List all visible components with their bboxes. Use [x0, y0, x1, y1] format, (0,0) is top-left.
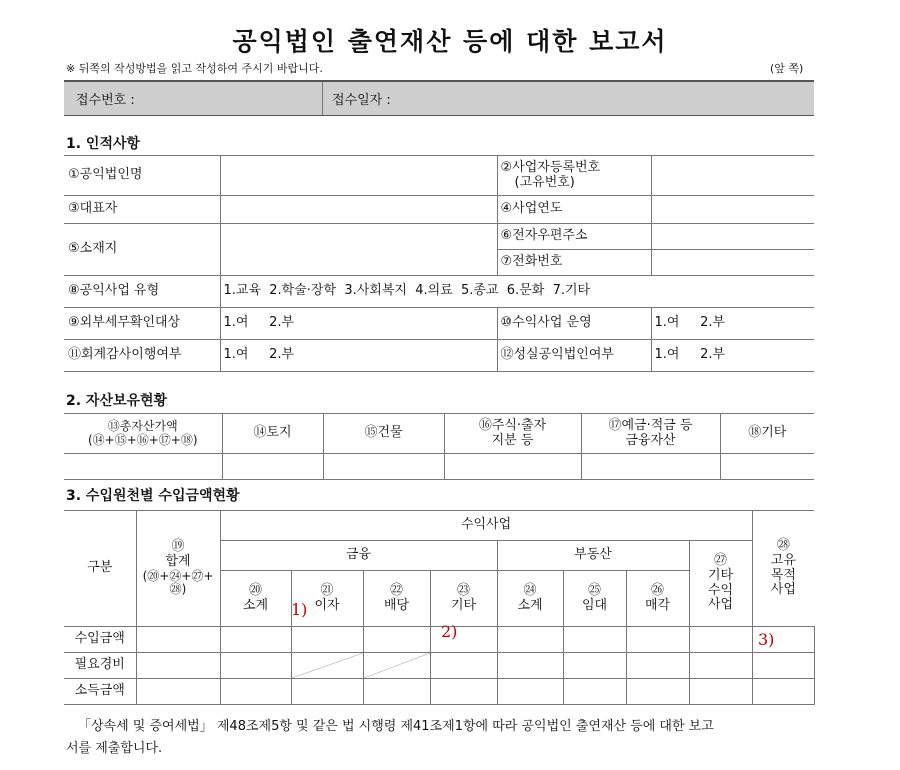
- stocks-sub: 지분 등: [491, 432, 534, 448]
- building-header: ⑮건물: [323, 414, 444, 454]
- cell[interactable]: [220, 653, 291, 679]
- col-rent: [563, 571, 626, 627]
- biz-reg-no-sub: (고유번호): [514, 174, 575, 190]
- biz-reg-no-field[interactable]: [651, 156, 814, 196]
- total-header: [136, 511, 220, 627]
- col-num: ㉒: [389, 582, 403, 598]
- section1-title: 1. 인적사항: [66, 136, 141, 152]
- diagonal-strike: [292, 653, 363, 678]
- cell[interactable]: [563, 627, 626, 653]
- other-profit-num: ㉗: [714, 552, 728, 568]
- other-profit-header: [689, 541, 752, 627]
- cell[interactable]: [363, 679, 430, 705]
- stocks-field[interactable]: [444, 454, 581, 480]
- total-assets-text: ⑬총자산가액: [107, 418, 178, 433]
- col-dividend: [363, 571, 430, 627]
- cell[interactable]: [136, 679, 220, 705]
- email-field[interactable]: [651, 224, 814, 250]
- receipt-bar: [64, 80, 814, 116]
- page-title: 공익법인 출연재산 등에 대한 보고서: [232, 27, 668, 56]
- col-num: ㉓: [456, 582, 470, 598]
- phone-field[interactable]: [651, 250, 814, 276]
- row-label-expenses: 필요경비: [64, 653, 136, 679]
- cell[interactable]: [563, 653, 626, 679]
- own-purpose-header: [752, 511, 814, 627]
- biz-reg-no-text: ②사업자등록번호: [500, 159, 601, 175]
- row-label-net-income: 소득금액: [64, 679, 136, 705]
- cell[interactable]: [497, 679, 563, 705]
- cell[interactable]: [430, 653, 497, 679]
- other-profit-text-2: 수익: [707, 582, 734, 598]
- cell[interactable]: [291, 679, 363, 705]
- profit-biz-options[interactable]: 1.여 2.부: [651, 308, 814, 340]
- other-profit-text-3: 사업: [707, 597, 734, 613]
- cell[interactable]: [136, 627, 220, 653]
- annotation-2: 2): [441, 622, 458, 641]
- profit-biz-header: 수익사업: [220, 511, 752, 541]
- stocks-text: ⑯주식·출자: [478, 417, 547, 433]
- instruction-note: ※ 뒤쪽의 작성방법을 읽고 작성하여 주시기 바랍니다.: [66, 62, 323, 75]
- section2-title: 2. 자산보유현황: [66, 393, 168, 409]
- col-label: 매각: [644, 597, 671, 613]
- table-row: [64, 627, 814, 653]
- cell[interactable]: [220, 679, 291, 705]
- corp-name-label: ①공익법인명: [64, 156, 220, 196]
- real-estate-header: 부동산: [497, 541, 689, 571]
- cell[interactable]: [497, 627, 563, 653]
- section3-title: 3. 수입원천별 수입금액현황: [66, 488, 240, 504]
- col-label: 소계: [517, 597, 543, 613]
- accounting-audit-options[interactable]: 1.여 2.부: [220, 340, 497, 372]
- total-assets-field[interactable]: [64, 454, 222, 480]
- biz-type-label: ⑧공익사업 유형: [64, 276, 220, 308]
- finance-header: 금융: [220, 541, 497, 571]
- corp-name-field[interactable]: [220, 156, 497, 196]
- col-label: 임대: [581, 597, 608, 613]
- col-label: 배당: [383, 597, 410, 613]
- cell[interactable]: [689, 653, 752, 679]
- cell[interactable]: [563, 679, 626, 705]
- biz-type-options[interactable]: 1.교육 2.학술·장학 3.사회복지 4.의료 5.종교 6.문화 7.기타: [220, 276, 814, 308]
- col-num: ㉔: [523, 582, 537, 598]
- total-assets-formula: (⑭+⑮+⑯+⑰+⑱): [87, 432, 198, 447]
- receipt-divider: [322, 82, 323, 115]
- profit-biz-label: ⑩수익사업 운영: [497, 308, 651, 340]
- annotation-1: 1): [291, 600, 308, 619]
- representative-label: ③대표자: [64, 196, 220, 224]
- biz-year-field[interactable]: [651, 196, 814, 224]
- total-assets-header: [64, 414, 222, 454]
- declaration-text: [66, 716, 816, 760]
- col-num: ㉖: [650, 582, 664, 598]
- total-text: 합계: [165, 553, 191, 569]
- biz-reg-no-label: [497, 156, 651, 196]
- col-subtotal-finance: [220, 571, 291, 627]
- page-side-label: (앞 쪽): [770, 62, 804, 75]
- own-text-3: 사업: [770, 582, 796, 598]
- stocks-header: [444, 414, 581, 454]
- declaration-line-1: 「상속세 및 증여세법」 제48조제5항 및 같은 법 시행령 제41조제1항에 따라 공익법인 출연재산 등에 대한 보고: [78, 719, 714, 734]
- row-label-income: 수입금액: [64, 627, 136, 653]
- total-formula-2: ㉘): [169, 582, 187, 597]
- own-num: ㉘: [776, 537, 790, 553]
- building-field[interactable]: [323, 454, 444, 480]
- receipt-number-label: 접수번호 :: [76, 93, 135, 108]
- land-field[interactable]: [222, 454, 323, 480]
- diagonal-strike: [364, 653, 430, 678]
- interest-expense-na-cell: [291, 653, 363, 679]
- col-num: ㉕: [587, 582, 601, 598]
- category-header: 구분: [64, 511, 136, 627]
- deposits-text: ⑰예금·적금 등: [608, 417, 693, 433]
- deposits-header: [581, 414, 720, 454]
- other-assets-field[interactable]: [720, 454, 814, 480]
- total-num: ⑲: [171, 538, 185, 554]
- cell[interactable]: [291, 627, 363, 653]
- total-formula: (⑳+㉔+㉗+: [142, 568, 214, 583]
- dividend-expense-na-cell: [363, 653, 430, 679]
- other-assets-header: ⑱기타: [720, 414, 814, 454]
- cell[interactable]: [626, 679, 689, 705]
- col-label: 소계: [242, 597, 269, 613]
- cell[interactable]: [752, 679, 814, 705]
- deposits-sub: 금융자산: [625, 432, 676, 448]
- col-sale: [626, 571, 689, 627]
- table-row: [64, 653, 814, 679]
- cell[interactable]: [689, 627, 752, 653]
- cell[interactable]: [430, 679, 497, 705]
- asset-table: [64, 413, 814, 480]
- col-num: ⑳: [248, 582, 262, 598]
- own-text-1: 고유: [770, 552, 796, 568]
- representative-field[interactable]: [220, 196, 497, 224]
- external-audit-label: ⑨외부세무확인대상: [64, 308, 220, 340]
- personal-info-table: [64, 155, 814, 372]
- col-subtotal-real-estate: [497, 571, 563, 627]
- cell[interactable]: [626, 653, 689, 679]
- income-table: [64, 510, 814, 705]
- biz-year-label: ④사업연도: [497, 196, 651, 224]
- cell[interactable]: [363, 627, 430, 653]
- location-field[interactable]: [220, 224, 497, 276]
- table-row: [64, 679, 814, 705]
- deposits-field[interactable]: [581, 454, 720, 480]
- cell[interactable]: [497, 653, 563, 679]
- own-text-2: 목적: [770, 567, 796, 583]
- cell[interactable]: [626, 627, 689, 653]
- faithful-corp-options[interactable]: 1.여 2.부: [651, 340, 814, 372]
- other-profit-text-1: 기타: [707, 567, 734, 583]
- email-label: ⑥전자우편주소: [497, 224, 651, 250]
- receipt-date-label: 접수일자 :: [332, 93, 391, 108]
- external-audit-options[interactable]: 1.여 2.부: [220, 308, 497, 340]
- cell[interactable]: [689, 679, 752, 705]
- cell[interactable]: [220, 627, 291, 653]
- col-label: 이자: [314, 597, 340, 613]
- col-other-finance: [430, 571, 497, 627]
- col-num: ㉑: [320, 582, 334, 598]
- accounting-audit-label: ⑪회계감사이행여부: [64, 340, 220, 372]
- col-label: 기타: [450, 597, 477, 613]
- declaration-line-2: 서를 제출합니다.: [66, 741, 163, 756]
- annotation-3: 3): [758, 630, 775, 649]
- cell[interactable]: [752, 653, 814, 679]
- location-label: ⑤소재지: [64, 224, 220, 276]
- land-header: ⑭토지: [222, 414, 323, 454]
- faithful-corp-label: ⑫성실공익법인여부: [497, 340, 651, 372]
- cell[interactable]: [136, 653, 220, 679]
- phone-label: ⑦전화번호: [497, 250, 651, 276]
